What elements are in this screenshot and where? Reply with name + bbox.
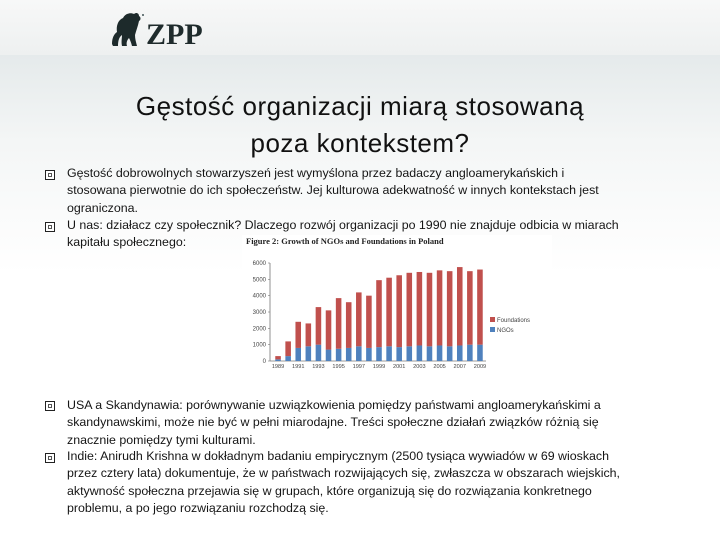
bar-ngos (417, 345, 423, 361)
bar-ngos (376, 347, 382, 361)
x-tick-label: 1999 (372, 364, 386, 370)
x-tick-label: 2009 (473, 364, 487, 370)
title-line-1: Gęstość organizacji miarą stosowaną (135, 91, 585, 121)
bar-foundations (316, 307, 322, 345)
bar-ngos (306, 346, 312, 361)
logo-text: ZPP (146, 18, 203, 50)
bar-ngos (295, 348, 301, 361)
bullet-4-line-3: aktywność społeczna przejawia się w grupach, które organizują się do rozwiązania konkretnego (67, 483, 592, 498)
checkbox-bullet-icon (45, 401, 55, 411)
x-tick-label: 2007 (453, 364, 466, 370)
bar-foundations (336, 298, 342, 349)
legend-label-foundations: Foundations (497, 318, 531, 324)
bar-foundations (376, 280, 382, 347)
checkbox-bullet-icon (45, 222, 55, 232)
bar-ngos (447, 346, 453, 361)
x-tick-label: 1989 (271, 364, 285, 370)
bar-foundations (346, 302, 352, 348)
legend-swatch-foundations (490, 317, 495, 322)
y-tick-label: 6000 (252, 261, 266, 267)
bar-foundations (437, 270, 443, 345)
bullet-4-line-4: problemu, a po jego rozwiązaniu rozchodzą się. (67, 501, 329, 516)
bullet-3-line-3: znacznie pomiędzy tymi kulturami. (67, 432, 256, 447)
bullet-1-line-2: stosowana pierwotnie do ich społeczeństw. Jej kulturowa adekwatność w innych kontekstach jest (67, 183, 599, 198)
y-tick-label: 0 (262, 359, 266, 365)
checkbox-bullet-icon (45, 453, 55, 463)
bullet-3-line-1: USA a Skandynawia: porównywanie uzwiązkowienia pomiędzy państwami angloamerykańskimi a (67, 398, 601, 412)
bar-foundations (477, 270, 483, 345)
x-tick-label: 1997 (352, 364, 366, 370)
bar-ngos (437, 345, 443, 361)
title-line-2: poza kontekstem? (250, 128, 470, 158)
bar-ngos (407, 346, 413, 361)
bar-foundations (275, 356, 281, 359)
bar-foundations (326, 310, 332, 349)
bar-foundations (417, 272, 423, 346)
bar-ngos (457, 345, 463, 361)
x-tick-label: 2005 (433, 364, 446, 370)
bar-foundations (386, 278, 392, 347)
bar-foundations (306, 323, 312, 346)
bullet-4-line-2: przez cztery lata) dokumentuje, że w państwach rozwijających się, zwłaszcza w obszarach wiejskich, (67, 466, 620, 481)
bar-ngos (386, 346, 392, 361)
x-tick-label: 2003 (413, 364, 426, 370)
bar-foundations (427, 273, 433, 347)
bar-ngos (326, 350, 332, 361)
bar-ngos (275, 359, 281, 361)
bar-ngos (316, 345, 322, 361)
checkbox-bullet-icon (45, 170, 55, 180)
ngo-growth-chart (242, 235, 552, 393)
bar-foundations (447, 271, 453, 346)
bullet-1-line-1: Gęstość dobrowolnych stowarzyszeń jest wymyślona przez badaczy angloamerykańskich i (67, 166, 565, 180)
bullet-4-text (67, 448, 707, 518)
bullet-1-line-3: ograniczona. (67, 200, 138, 215)
bar-ngos (356, 346, 362, 361)
y-tick-label: 5000 (252, 277, 266, 284)
bar-ngos (346, 348, 352, 361)
bar-ngos (467, 345, 473, 361)
bar-foundations (407, 273, 413, 347)
bar-ngos (477, 345, 483, 361)
bullet-3-text (67, 397, 707, 449)
bar-foundations (356, 292, 362, 346)
bar-ngos (336, 349, 342, 361)
slide-title (60, 88, 660, 162)
bar-ngos (366, 348, 372, 361)
bar-foundations (457, 267, 463, 345)
bar-foundations (285, 341, 291, 356)
x-tick-label: 1995 (332, 364, 345, 370)
y-tick-label: 2000 (252, 326, 266, 333)
y-tick-label: 4000 (252, 293, 266, 300)
bar-ngos (427, 346, 433, 361)
legend-swatch-ngos (490, 327, 495, 332)
x-tick-label: 2001 (392, 364, 406, 370)
x-tick-label: 1991 (292, 364, 305, 370)
bar-foundations (396, 275, 402, 347)
bar-foundations (366, 296, 372, 348)
chart-title: Figure 2: Growth of NGOs and Foundations in Poland (246, 236, 444, 246)
legend-label-ngos: NGOs (497, 328, 514, 334)
bullet-2-line-1: U nas: działacz czy społecznik? Dlaczego rozwój organizacji po 1990 nie znajduje odbicia w miarach (67, 218, 619, 232)
bar-foundations (295, 322, 301, 348)
bullet-3-line-2: skandynawskimi, może nie być w pełni miarodajne. Treści społeczne działań związków różnią się (67, 415, 599, 430)
bullet-4-line-1: Indie: Anirudh Krishna w dokładnym badaniu empirycznym (2500 tysiąca wywiadów w 69 wioskach (67, 449, 610, 463)
bar-ngos (396, 347, 402, 361)
bar-ngos (285, 356, 291, 361)
y-tick-label: 1000 (252, 342, 266, 349)
y-tick-label: 3000 (252, 310, 266, 316)
bullet-2-line-2: kapitału społecznego: (67, 235, 187, 250)
bar-foundations (467, 271, 473, 345)
bullet-1-text (67, 165, 707, 217)
bear-icon (112, 13, 141, 46)
x-tick-label: 1993 (312, 364, 325, 370)
zpp-logo (108, 4, 208, 50)
